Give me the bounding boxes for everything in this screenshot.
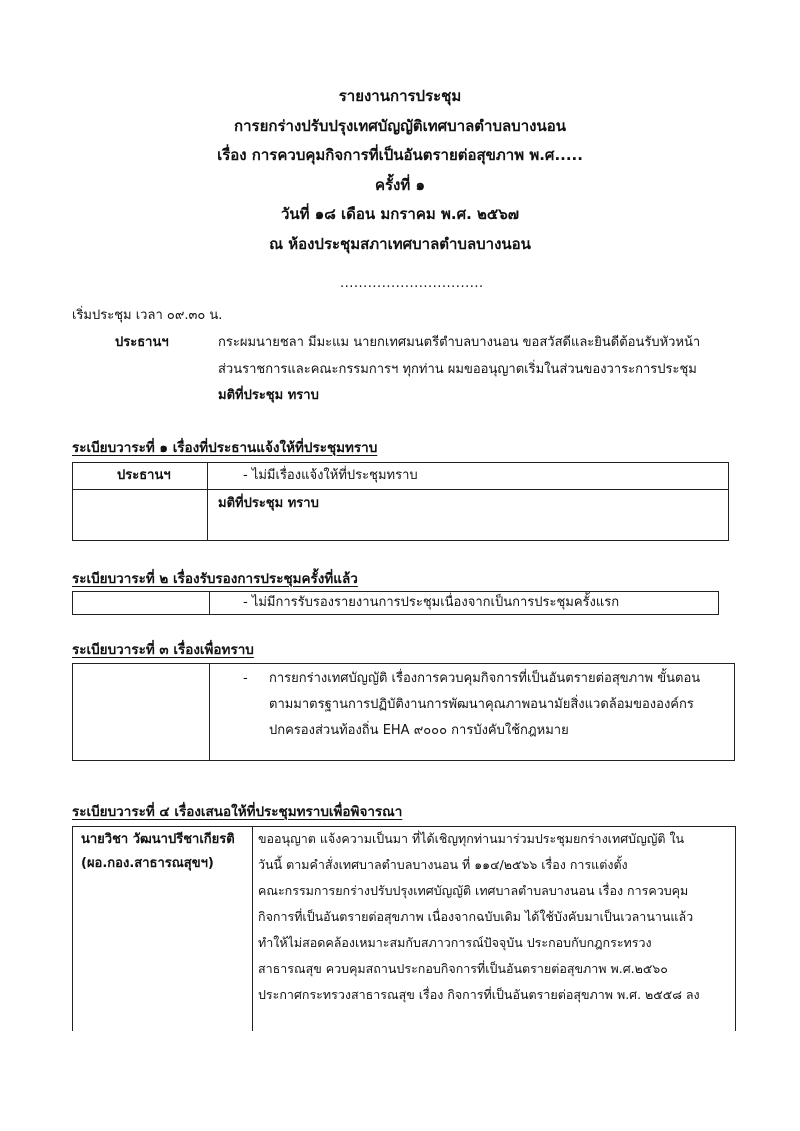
agenda3-dash: - — [243, 671, 248, 686]
start-time: เริ่มประชุม เวลา ๐๙.๓๐ น. — [72, 308, 223, 323]
agenda3-heading: ระเบียบวาระที่ ๓ เรื่องเพื่อทราบ — [72, 642, 254, 658]
agenda3-table — [72, 663, 735, 761]
agenda4-line: วันนี้ ตามคำสั่งเทศบาลตำบลบางนอน ที่ ๑๑๔/๒๕๖๖ เรื่อง การแต่งตั้ง — [258, 857, 628, 872]
agenda4-line: ทำให้ไม่สอดคล้องเหมาะสมกับสภาวการณ์ปัจจุบัน ประกอบกับกฎกระทรวง — [258, 935, 652, 950]
agenda4-heading: ระเบียบวาระที่ ๔ เรื่องเสนอให้ที่ประชุมทราบเพื่อพิจารณา — [72, 804, 403, 820]
agenda1-table — [72, 462, 729, 541]
agenda3-line2: ตามมาตรฐานการปฏิบัติงานการพัฒนาคุณภาพอนามัยสิ่งแวดล้อมขององค์กร — [269, 697, 694, 712]
opening-text-line2: ส่วนราชการและคณะกรรมการฯ ทุกท่าน ผมขออนุญาตเริ่มในส่วนของวาระการประชุม — [218, 362, 697, 377]
subject-detail: เรื่อง การควบคุมกิจการที่เป็นอันตรายต่อสุขภาพ พ.ศ..... — [217, 146, 583, 164]
agenda1-heading: ระเบียบวาระที่ ๑ เรื่องที่ประธานแจ้งให้ที่ประชุมทราบ — [72, 440, 378, 456]
chair-label: ประธานฯ — [115, 335, 169, 350]
header-separator: ............................... — [340, 276, 484, 291]
agenda2-item: - ไม่มีการรับรองรายงานการประชุมเนื่องจากเป็นการประชุมครั้งแรก — [243, 595, 620, 610]
agenda2-heading: ระเบียบวาระที่ ๒ เรื่องรับรองการประชุมครั้งที่แล้ว — [72, 571, 358, 587]
agenda1-item: - ไม่มีเรื่องแจ้งให้ที่ประชุมทราบ — [243, 468, 418, 483]
agenda4-line: สาธารณสุข ควบคุมสถานประกอบกิจการที่เป็นอันตรายต่อสุขภาพ พ.ศ.๒๕๖๐ — [258, 961, 668, 976]
agenda1-resolution: มติที่ประชุม ทราบ — [218, 496, 319, 511]
meeting-location: ณ ห้องประชุมสภาเทศบาลตำบลบางนอน — [269, 234, 531, 253]
meeting-date: วันที่ ๑๘ เดือน มกราคม พ.ศ. ๒๕๖๗ — [280, 205, 520, 223]
opening-resolution: มติที่ประชุม ทราบ — [218, 388, 319, 403]
agenda3-line1: การยกร่างเทศบัญญัติ เรื่องการควบคุมกิจการที่เป็นอันตรายต่อสุขภาพ ขั้นตอน — [269, 671, 701, 686]
agenda4-line: ขออนุญาต แจ้งความเป็นมา ที่ได้เชิญทุกท่านมาร่วมประชุมยกร่างเทศบัญญัติ ใน — [258, 831, 685, 846]
opening-text-line1: กระผมนายชลา มีมะแม นายกเทศมนตรีตำบลบางนอน ขอสวัสดีและยินดีต้อนรับหัวหน้า — [218, 335, 701, 350]
agenda4-speaker-name: นายวิชา วัฒนาปรีชาเกียรติ — [81, 832, 235, 847]
meeting-number: ครั้งที่ ๑ — [374, 175, 426, 194]
agenda4-line: กิจการที่เป็นอันตรายต่อสุขภาพ เนื่องจากฉบับเดิม ได้ใช้บังคับมาเป็นเวลานานแล้ว — [258, 909, 694, 924]
agenda4-line: ประกาศกระทรวงสาธารณสุข เรื่อง กิจการที่เป็นอันตรายต่อสุขภาพ พ.ศ. ๒๕๕๘ ลง — [258, 987, 700, 1002]
agenda1-chair-label: ประธานฯ — [117, 468, 171, 483]
agenda3-line3: ปกครองส่วนท้องถิ่น EHA ๙๐๐๐ การบังคับใช้กฎหมาย — [269, 723, 569, 738]
agenda4-speaker-title: (ผอ.กอง.สาธารณสุขฯ) — [81, 856, 214, 871]
agenda4-body — [258, 826, 732, 1008]
subject-title: การยกร่างปรับปรุงเทศบัญญัติเทศบาลตำบลบางนอน — [234, 116, 566, 135]
report-title: รายงานการประชุม — [338, 87, 462, 105]
agenda4-line: คณะกรรมการยกร่างปรับปรุงเทศบัญญัติ เทศบาลตำบลบางนอน เรื่อง การควบคุม — [258, 883, 689, 898]
document-header — [0, 82, 800, 259]
agenda2-table — [72, 591, 719, 615]
